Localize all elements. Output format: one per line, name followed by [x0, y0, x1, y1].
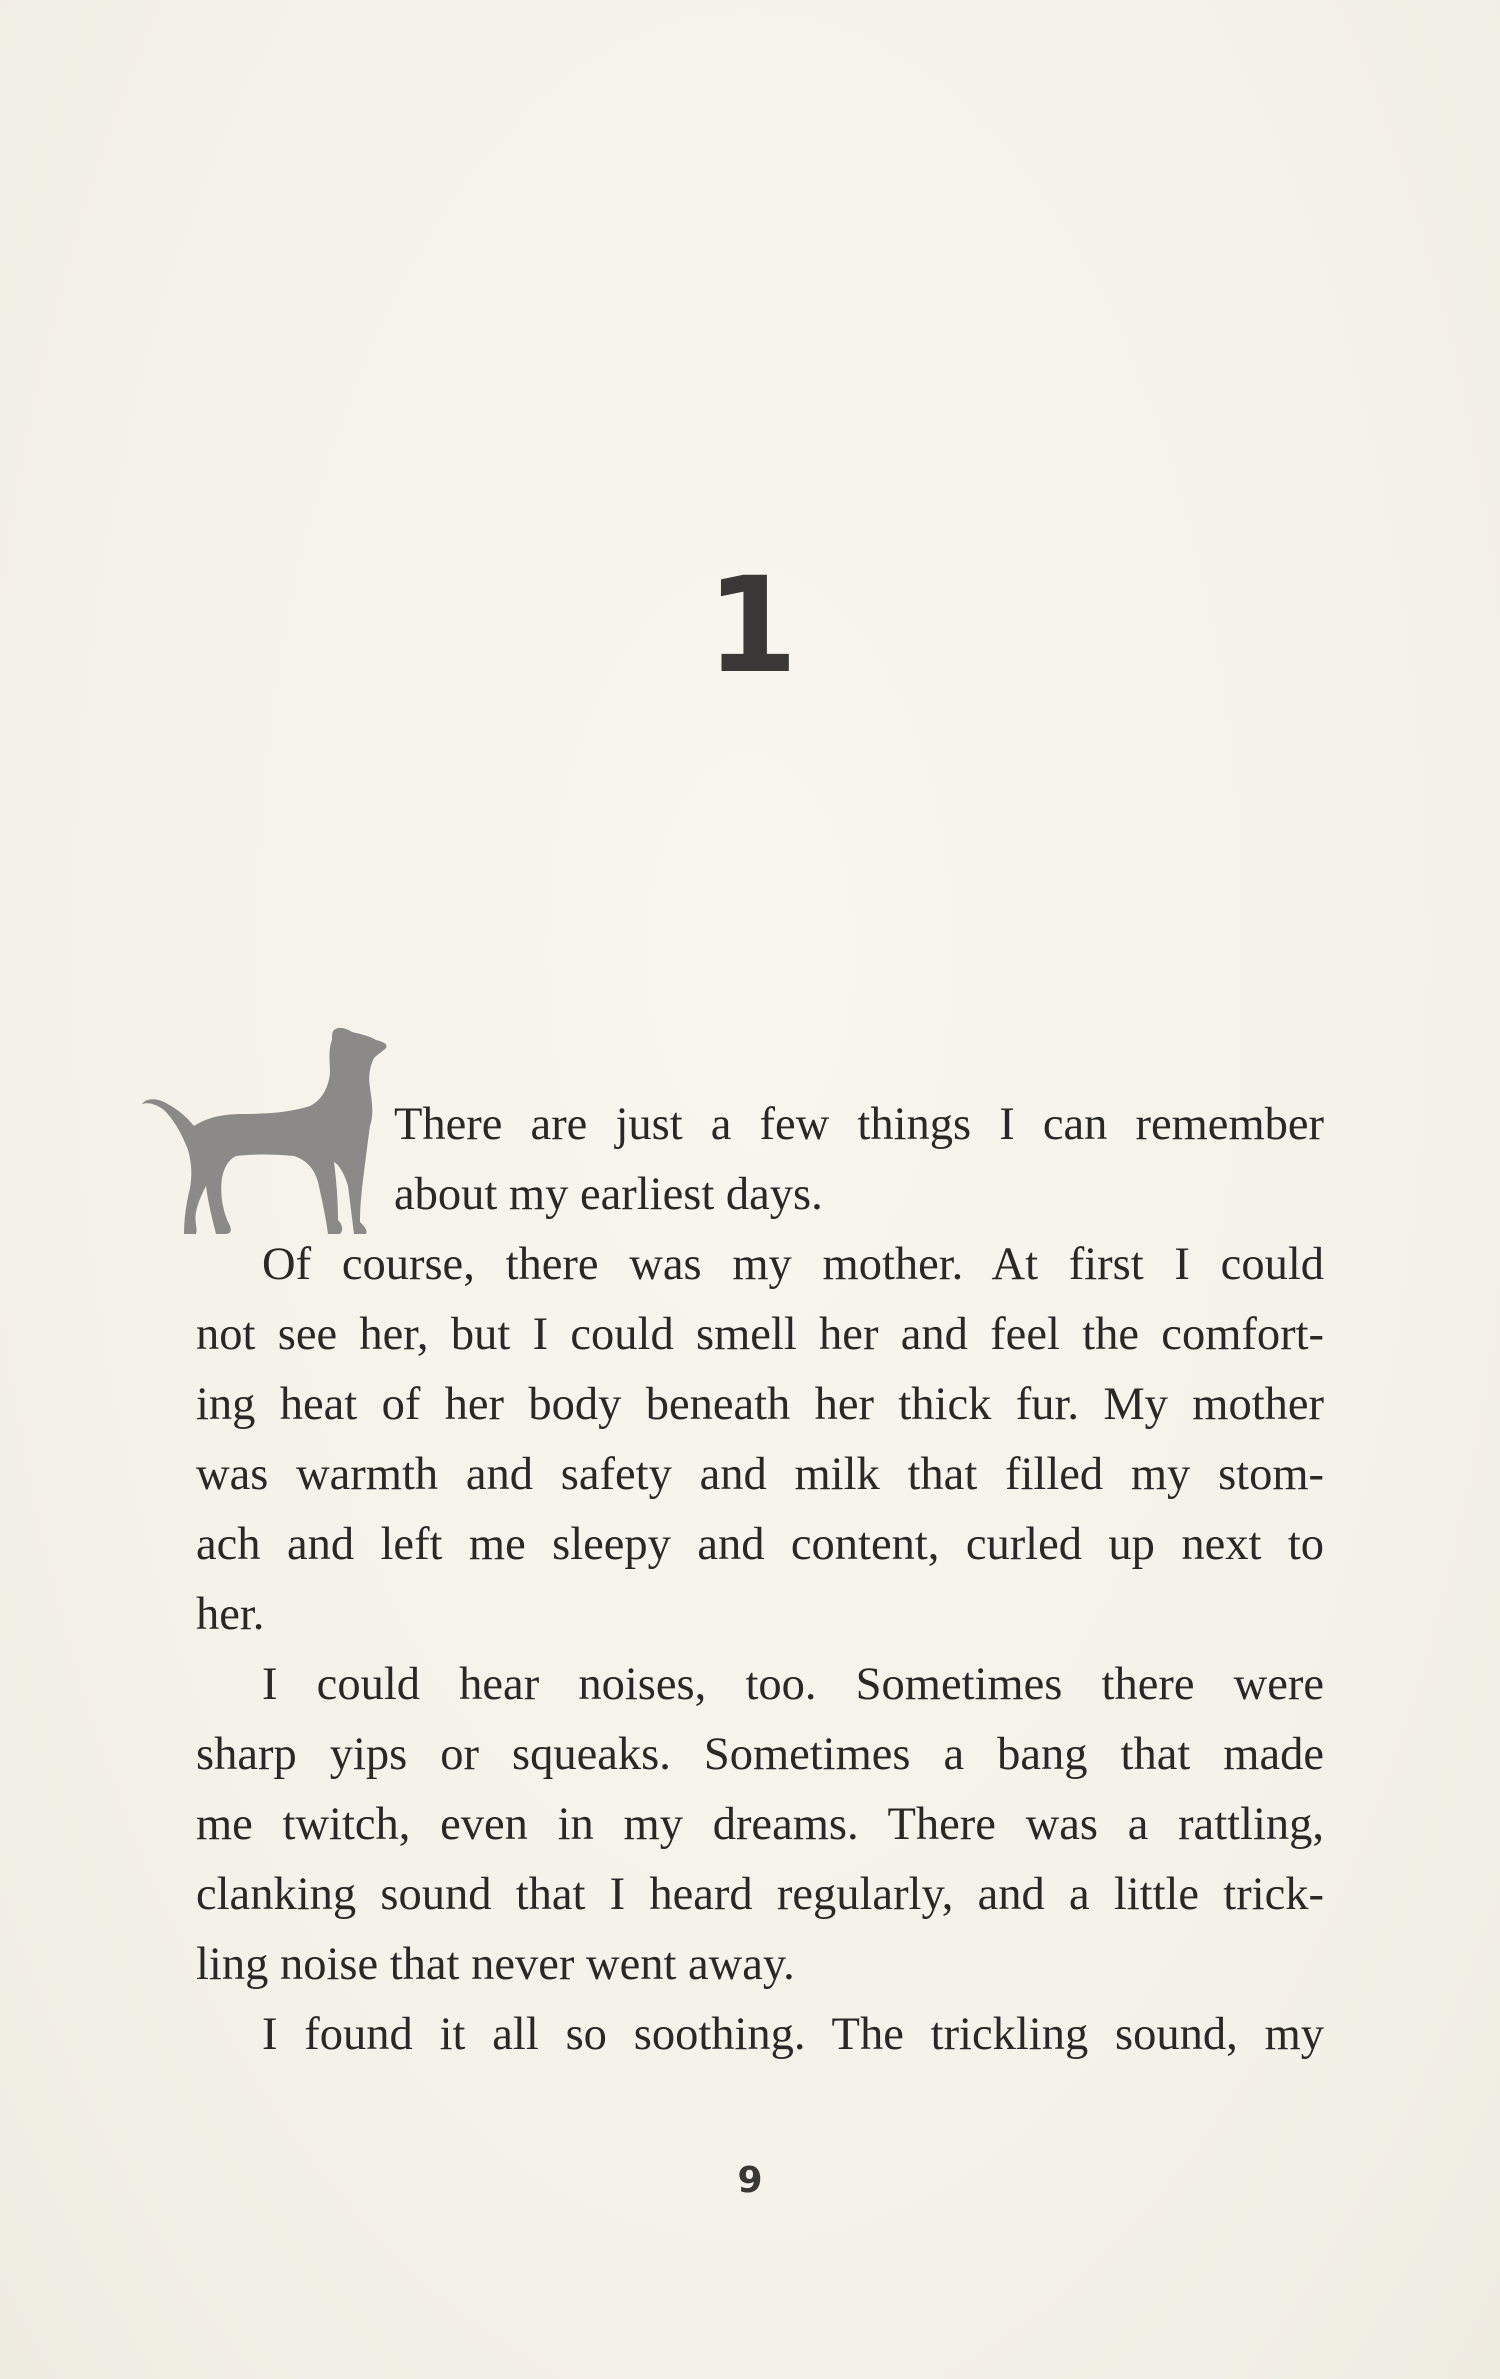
text-line: was warmth and safety and milk that filled my stom- — [196, 1449, 1324, 1500]
chapter-text — [196, 1090, 1324, 2070]
text-line: ing heat of her body beneath her thick fur. My mother — [196, 1379, 1324, 1430]
text-line: Of course, there was my mother. At first I could — [262, 1239, 1324, 1290]
chapter-number: 1 — [706, 549, 794, 703]
text-line: There are just a few things I can remember — [394, 1099, 1324, 1150]
text-line: ach and left me sleepy and content, curled up next to — [196, 1519, 1324, 1570]
text-line: me twitch, even in my dreams. There was a rattling, — [196, 1799, 1324, 1850]
text-line: I could hear noises, too. Sometimes there were — [262, 1659, 1324, 1710]
text-line: ling noise that never went away. — [196, 1939, 795, 1990]
page-number: 9 — [737, 2160, 763, 2201]
text-line: not see her, but I could smell her and feel the comfort- — [196, 1309, 1324, 1360]
text-line: clanking sound that I heard regularly, and a little trick- — [196, 1869, 1324, 1920]
text-line: I found it all so soothing. The trickling sound, my — [262, 2009, 1324, 2060]
text-line: sharp yips or squeaks. Sometimes a bang that made — [196, 1729, 1324, 1780]
text-line: her. — [196, 1589, 265, 1640]
text-line: about my earliest days. — [394, 1169, 823, 1220]
